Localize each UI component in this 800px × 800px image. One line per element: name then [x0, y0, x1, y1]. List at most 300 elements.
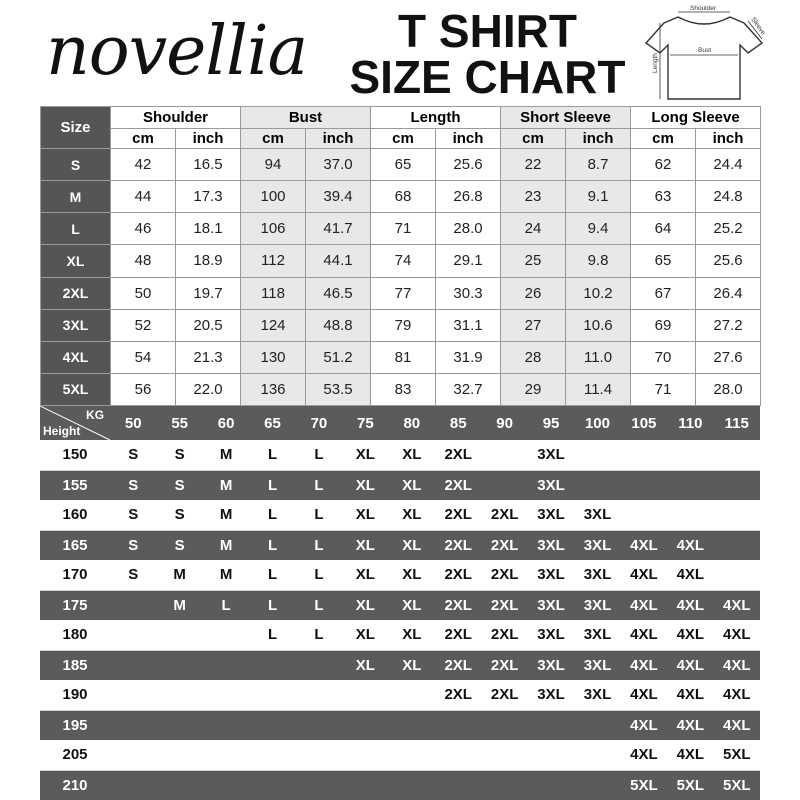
measurement-value: 26.4 [696, 277, 761, 309]
height-row [40, 590, 760, 620]
size-cell: 5XL [41, 373, 111, 405]
recommended-size [481, 740, 527, 770]
recommended-size: L [249, 590, 295, 620]
measurement-value: 25.6 [436, 149, 501, 181]
measurement-value: 68 [371, 181, 436, 213]
recommended-size: 2XL [481, 620, 527, 650]
height-cell: 180 [40, 620, 110, 650]
recommended-size [621, 470, 667, 500]
recommended-size [110, 590, 156, 620]
recommended-size: 4XL [667, 590, 713, 620]
measurement-value: 31.9 [436, 341, 501, 373]
recommended-size [342, 770, 388, 800]
recommended-size [342, 740, 388, 770]
recommended-size [156, 680, 202, 710]
tshirt-outline-icon [646, 17, 762, 99]
weight-header: 110 [667, 406, 713, 440]
weight-header: 50 [110, 406, 156, 440]
measurement-row [41, 245, 761, 277]
recommended-size: L [296, 560, 342, 590]
weight-header: 95 [528, 406, 574, 440]
measurement-row [41, 277, 761, 309]
height-row [40, 770, 760, 800]
recommended-size [389, 710, 435, 740]
measurement-value: 25.2 [696, 213, 761, 245]
recommended-size: XL [389, 440, 435, 470]
group-header-row [41, 107, 761, 129]
measurement-value: 136 [241, 373, 306, 405]
recommended-size [249, 770, 295, 800]
measurement-value: 71 [371, 213, 436, 245]
measurement-value: 41.7 [306, 213, 371, 245]
measurement-value: 20.5 [176, 309, 241, 341]
recommended-size: L [249, 470, 295, 500]
measurement-value: 124 [241, 309, 306, 341]
recommended-size: S [156, 530, 202, 560]
measurement-value: 39.4 [306, 181, 371, 213]
measurement-value: 65 [371, 149, 436, 181]
height-cell: 155 [40, 470, 110, 500]
measurement-value: 42 [111, 149, 176, 181]
recommended-size: S [156, 440, 202, 470]
recommended-size [481, 440, 527, 470]
recommended-size: 4XL [714, 650, 760, 680]
height-cell: 195 [40, 710, 110, 740]
unit-header: inch [176, 129, 241, 149]
recommended-size [389, 740, 435, 770]
measurement-value: 130 [241, 341, 306, 373]
weight-header: 55 [156, 406, 202, 440]
height-label: Height [43, 424, 81, 438]
recommended-size [296, 740, 342, 770]
measurement-value: 37.0 [306, 149, 371, 181]
recommended-size: XL [342, 530, 388, 560]
height-cell: 185 [40, 650, 110, 680]
size-cell: 3XL [41, 309, 111, 341]
recommended-size [342, 680, 388, 710]
recommended-size: 4XL [667, 650, 713, 680]
recommended-size: 5XL [667, 770, 713, 800]
weight-header: 105 [621, 406, 667, 440]
recommended-size: M [203, 440, 249, 470]
recommended-size: XL [342, 560, 388, 590]
measurement-row [41, 213, 761, 245]
measurement-value: 50 [111, 277, 176, 309]
recommended-size: 3XL [574, 680, 620, 710]
recommended-size: 2XL [435, 440, 481, 470]
recommended-size: 3XL [574, 620, 620, 650]
unit-header: inch [696, 129, 761, 149]
recommended-size: 3XL [528, 500, 574, 530]
measurement-value: 51.2 [306, 341, 371, 373]
recommended-size [481, 710, 527, 740]
measurement-value: 79 [371, 309, 436, 341]
measurement-row [41, 341, 761, 373]
measurement-table [40, 106, 761, 406]
recommended-size: 2XL [481, 650, 527, 680]
measurement-value: 24 [501, 213, 566, 245]
height-cell: 170 [40, 560, 110, 590]
recommended-size: 3XL [528, 650, 574, 680]
recommended-size: 2XL [481, 680, 527, 710]
height-row [40, 560, 760, 590]
recommended-size: L [296, 620, 342, 650]
measurement-value: 10.6 [566, 309, 631, 341]
recommended-size: 3XL [528, 590, 574, 620]
recommended-size: 4XL [621, 530, 667, 560]
recommended-size: 2XL [481, 590, 527, 620]
measurement-value: 112 [241, 245, 306, 277]
measurement-value: 67 [631, 277, 696, 309]
weight-height-table [40, 406, 760, 800]
recommended-size [203, 770, 249, 800]
measurement-value: 28.0 [696, 373, 761, 405]
measurement-value: 71 [631, 373, 696, 405]
measurement-value: 64 [631, 213, 696, 245]
measurement-value: 16.5 [176, 149, 241, 181]
recommended-size [203, 650, 249, 680]
size-header: Size [41, 107, 111, 149]
recommended-size: M [203, 470, 249, 500]
recommended-size [389, 770, 435, 800]
recommended-size [249, 680, 295, 710]
recommended-size: 2XL [435, 560, 481, 590]
group-header: Length [371, 107, 501, 129]
corner-cell [40, 406, 110, 440]
unit-header: inch [306, 129, 371, 149]
recommended-size [110, 620, 156, 650]
diagram-sleeve-label: Sleeve [749, 16, 767, 37]
recommended-size [574, 710, 620, 740]
recommended-size [389, 680, 435, 710]
unit-header: cm [111, 129, 176, 149]
measurement-value: 21.3 [176, 341, 241, 373]
recommended-size: 4XL [714, 620, 760, 650]
recommended-size: 4XL [667, 530, 713, 560]
recommended-size: 4XL [621, 740, 667, 770]
measurement-value: 27.6 [696, 341, 761, 373]
measurement-value: 83 [371, 373, 436, 405]
measurement-row [41, 149, 761, 181]
recommended-size [296, 770, 342, 800]
recommended-size: XL [342, 470, 388, 500]
recommended-size: 2XL [435, 530, 481, 560]
recommended-size: L [296, 590, 342, 620]
recommended-size: 2XL [481, 560, 527, 590]
height-cell: 175 [40, 590, 110, 620]
measurement-value: 62 [631, 149, 696, 181]
recommended-size: XL [389, 500, 435, 530]
height-row [40, 680, 760, 710]
height-cell: 160 [40, 500, 110, 530]
measurement-value: 32.7 [436, 373, 501, 405]
recommended-size: 5XL [714, 740, 760, 770]
recommended-size: 2XL [435, 470, 481, 500]
recommended-size [296, 710, 342, 740]
height-row [40, 710, 760, 740]
recommended-size: XL [389, 650, 435, 680]
measurement-value: 30.3 [436, 277, 501, 309]
weight-header: 90 [481, 406, 527, 440]
recommended-size: L [249, 500, 295, 530]
recommended-size: XL [342, 650, 388, 680]
recommended-size: L [296, 440, 342, 470]
measurement-value: 11.4 [566, 373, 631, 405]
recommended-size [667, 500, 713, 530]
weight-header: 65 [249, 406, 295, 440]
size-cell: S [41, 149, 111, 181]
measurement-value: 118 [241, 277, 306, 309]
weight-header: 85 [435, 406, 481, 440]
recommended-size: XL [389, 470, 435, 500]
brand-logo: novellia [46, 12, 308, 91]
size-cell: 2XL [41, 277, 111, 309]
measurement-value: 44 [111, 181, 176, 213]
recommended-size: XL [342, 440, 388, 470]
recommended-size: 3XL [574, 590, 620, 620]
measurement-value: 100 [241, 181, 306, 213]
recommended-size: M [203, 560, 249, 590]
measurement-value: 27.2 [696, 309, 761, 341]
measurement-value: 44.1 [306, 245, 371, 277]
recommended-size: L [203, 590, 249, 620]
measurement-value: 56 [111, 373, 176, 405]
weight-header: 80 [389, 406, 435, 440]
recommended-size [203, 710, 249, 740]
height-row [40, 740, 760, 770]
recommended-size: L [296, 530, 342, 560]
size-cell: 4XL [41, 341, 111, 373]
measurement-value: 46 [111, 213, 176, 245]
recommended-size: S [110, 560, 156, 590]
recommended-size: 4XL [714, 590, 760, 620]
measurement-value: 10.2 [566, 277, 631, 309]
recommended-size: XL [389, 560, 435, 590]
recommended-size [110, 710, 156, 740]
size-cell: M [41, 181, 111, 213]
title-line-1: T SHIRT [398, 5, 577, 57]
measurement-value: 8.7 [566, 149, 631, 181]
recommended-size [574, 470, 620, 500]
height-cell: 150 [40, 440, 110, 470]
title-line-2: SIZE CHART [349, 51, 626, 103]
recommended-size [481, 470, 527, 500]
recommended-size [435, 770, 481, 800]
recommended-size [667, 440, 713, 470]
recommended-size: 4XL [667, 680, 713, 710]
weight-header: 115 [714, 406, 760, 440]
measurement-value: 48.8 [306, 309, 371, 341]
recommended-size [528, 770, 574, 800]
group-header: Bust [241, 107, 371, 129]
measurement-value: 70 [631, 341, 696, 373]
recommended-size: S [110, 530, 156, 560]
unit-header: inch [436, 129, 501, 149]
measurement-value: 22.0 [176, 373, 241, 405]
recommended-size [574, 740, 620, 770]
measurement-value: 46.5 [306, 277, 371, 309]
unit-header: inch [566, 129, 631, 149]
unit-header: cm [371, 129, 436, 149]
weight-header: 60 [203, 406, 249, 440]
measurement-value: 77 [371, 277, 436, 309]
recommended-size: XL [342, 590, 388, 620]
group-header: Long Sleeve [631, 107, 761, 129]
measurement-value: 23 [501, 181, 566, 213]
diagram-shoulder-label: Shoulder [690, 5, 717, 12]
recommended-size: 4XL [714, 680, 760, 710]
recommended-size: M [156, 560, 202, 590]
recommended-size: 3XL [574, 650, 620, 680]
recommended-size: 4XL [621, 620, 667, 650]
recommended-size: 4XL [621, 680, 667, 710]
recommended-size [110, 740, 156, 770]
recommended-size [342, 710, 388, 740]
measurement-row [41, 373, 761, 405]
height-row [40, 470, 760, 500]
recommended-size [110, 680, 156, 710]
recommended-size [714, 440, 760, 470]
recommended-size: 2XL [435, 500, 481, 530]
recommended-size: 4XL [621, 560, 667, 590]
recommended-size: L [296, 500, 342, 530]
measurement-value: 27 [501, 309, 566, 341]
height-cell: 190 [40, 680, 110, 710]
recommended-size: 3XL [528, 680, 574, 710]
measurement-value: 54 [111, 341, 176, 373]
size-cell: XL [41, 245, 111, 277]
recommended-size: 3XL [528, 440, 574, 470]
measurement-value: 74 [371, 245, 436, 277]
group-header: Short Sleeve [501, 107, 631, 129]
measurement-value: 9.1 [566, 181, 631, 213]
recommended-size: S [156, 500, 202, 530]
recommended-size: 4XL [714, 710, 760, 740]
measurement-value: 9.8 [566, 245, 631, 277]
recommended-size [203, 680, 249, 710]
measurement-value: 26 [501, 277, 566, 309]
recommended-size: L [249, 440, 295, 470]
recommended-size [621, 440, 667, 470]
measurement-row [41, 181, 761, 213]
recommended-size: 3XL [528, 530, 574, 560]
group-header: Shoulder [111, 107, 241, 129]
height-row [40, 620, 760, 650]
recommended-size: 4XL [621, 590, 667, 620]
recommended-size: 4XL [621, 650, 667, 680]
unit-header: cm [631, 129, 696, 149]
recommended-size [156, 770, 202, 800]
measurement-value: 28 [501, 341, 566, 373]
recommended-size: S [110, 500, 156, 530]
recommended-size: L [249, 560, 295, 590]
weight-header-row [40, 406, 760, 440]
height-row [40, 500, 760, 530]
recommended-size [249, 740, 295, 770]
recommended-size [714, 560, 760, 590]
height-row [40, 440, 760, 470]
measurement-value: 29.1 [436, 245, 501, 277]
recommended-size [714, 530, 760, 560]
unit-header: cm [501, 129, 566, 149]
height-row [40, 530, 760, 560]
measurement-value: 28.0 [436, 213, 501, 245]
measurement-value: 63 [631, 181, 696, 213]
recommended-size: 2XL [435, 650, 481, 680]
recommended-size: 2XL [481, 530, 527, 560]
weight-header: 70 [296, 406, 342, 440]
recommended-size: XL [342, 500, 388, 530]
measurement-value: 29 [501, 373, 566, 405]
recommended-size [296, 650, 342, 680]
recommended-size: 2XL [435, 590, 481, 620]
recommended-size [481, 770, 527, 800]
recommended-size: 4XL [667, 710, 713, 740]
measurement-value: 48 [111, 245, 176, 277]
recommended-size: L [296, 470, 342, 500]
measurement-value: 9.4 [566, 213, 631, 245]
measurement-value: 18.1 [176, 213, 241, 245]
recommended-size [156, 710, 202, 740]
recommended-size: XL [389, 590, 435, 620]
height-cell: 210 [40, 770, 110, 800]
recommended-size: 2XL [481, 500, 527, 530]
recommended-size: 3XL [574, 530, 620, 560]
measurement-value: 65 [631, 245, 696, 277]
measurement-value: 24.8 [696, 181, 761, 213]
measurement-value: 18.9 [176, 245, 241, 277]
measurement-value: 19.7 [176, 277, 241, 309]
measurement-value: 24.4 [696, 149, 761, 181]
recommended-size [110, 650, 156, 680]
recommended-size: 4XL [667, 620, 713, 650]
measurement-value: 25 [501, 245, 566, 277]
measurement-value: 81 [371, 341, 436, 373]
measurement-row [41, 309, 761, 341]
recommended-size [435, 740, 481, 770]
recommended-size: M [156, 590, 202, 620]
diagram-length-label: Length [652, 53, 659, 73]
recommended-size: XL [389, 620, 435, 650]
recommended-size [249, 710, 295, 740]
height-cell: 205 [40, 740, 110, 770]
recommended-size [203, 740, 249, 770]
recommended-size [156, 650, 202, 680]
recommended-size [249, 650, 295, 680]
recommended-size: M [203, 530, 249, 560]
measurement-value: 106 [241, 213, 306, 245]
recommended-size [203, 620, 249, 650]
recommended-size: 3XL [528, 620, 574, 650]
recommended-size [714, 470, 760, 500]
recommended-size: L [249, 620, 295, 650]
recommended-size: S [156, 470, 202, 500]
recommended-size [528, 710, 574, 740]
measurement-value: 94 [241, 149, 306, 181]
recommended-size: M [203, 500, 249, 530]
recommended-size: 4XL [667, 560, 713, 590]
recommended-size [156, 620, 202, 650]
recommended-size: XL [342, 620, 388, 650]
chart-title [345, 5, 630, 103]
recommended-size [110, 770, 156, 800]
measurement-value: 17.3 [176, 181, 241, 213]
recommended-size [667, 470, 713, 500]
recommended-size: L [249, 530, 295, 560]
recommended-size: 3XL [528, 560, 574, 590]
weight-header: 75 [342, 406, 388, 440]
measurement-value: 69 [631, 309, 696, 341]
